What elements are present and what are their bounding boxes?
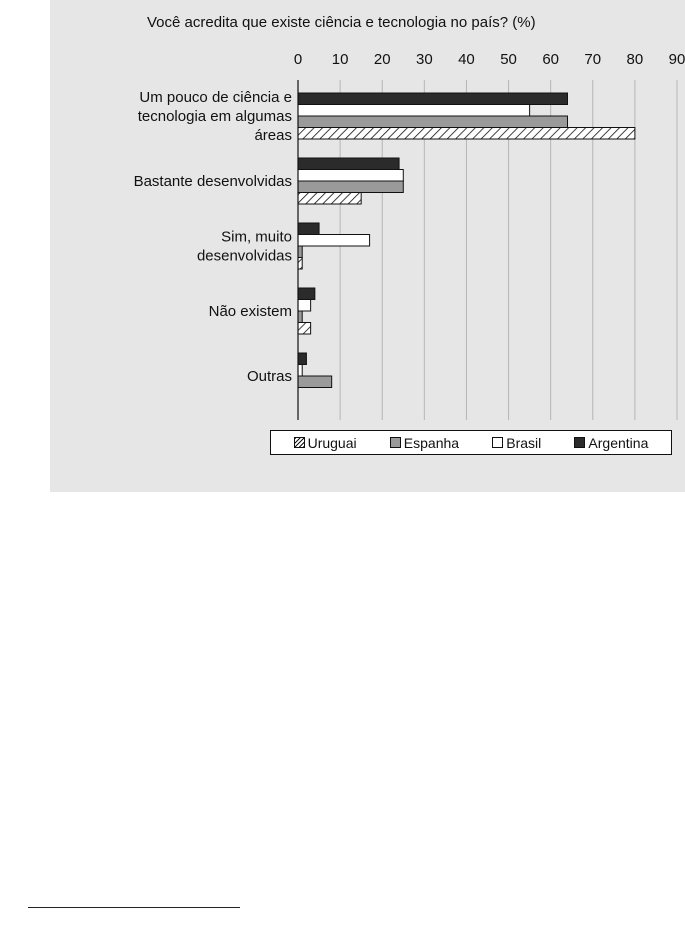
legend-swatch-brasil [492,437,503,448]
x-tick-label: 40 [458,51,475,68]
bar-brasil [298,170,403,182]
legend-item-brasil [492,435,541,451]
bar-espanha [298,376,332,388]
category-label: Outras [246,368,292,385]
legend-label-argentina: Argentina [588,434,649,451]
bar-argentina [298,223,319,235]
legend-swatch-uruguai [294,437,305,448]
legend-label-espanha: Espanha [403,434,460,451]
bar-argentina [298,158,399,170]
category-label: áreas [254,127,292,144]
x-tick-label: 80 [626,51,644,68]
legend-label-uruguai: Uruguai [307,434,357,451]
legend-label-brasil: Brasil [506,434,542,451]
legend-item-espanha [390,435,459,451]
bar-espanha [298,311,302,323]
category-label: Bastante desenvolvidas [133,173,292,190]
x-tick-label: 60 [542,51,560,68]
bar-uruguai [298,193,361,205]
bar-brasil [298,365,302,377]
category-label: Sim, muito [221,228,292,246]
bar-espanha [298,181,403,193]
x-tick-label: 0 [293,51,303,68]
bar-brasil [298,105,530,117]
bar-uruguai [298,128,635,140]
category-label: tecnologia em algumas [137,108,292,125]
bar-espanha [298,116,568,128]
footnote-rule [28,907,240,908]
legend-item-argentina [574,435,648,451]
bar-argentina [298,93,568,105]
x-tick-label: 30 [415,51,433,68]
bar-uruguai [298,258,302,270]
x-tick-label: 20 [373,51,391,68]
bar-espanha [298,246,302,258]
bar-argentina [298,288,315,300]
x-tick-label: 90 [668,51,685,68]
legend-swatch-argentina [574,437,585,448]
category-label: desenvolvidas [196,247,292,265]
chart-title: Você acredita que existe ciência e tecnologia no país? (%) [147,14,536,31]
legend-item-uruguai [294,435,357,451]
category-label: Não existem [208,303,292,320]
legend-swatch-espanha [390,437,401,448]
bar-argentina [298,353,306,365]
x-tick-label: 70 [584,51,602,68]
category-label: Um pouco de ciência e [139,89,292,106]
bar-uruguai [298,323,311,335]
bar-brasil [298,235,370,247]
bar-brasil [298,300,311,312]
x-tick-label: 10 [331,51,349,68]
chart-legend [270,430,672,455]
x-tick-label: 50 [500,51,517,68]
